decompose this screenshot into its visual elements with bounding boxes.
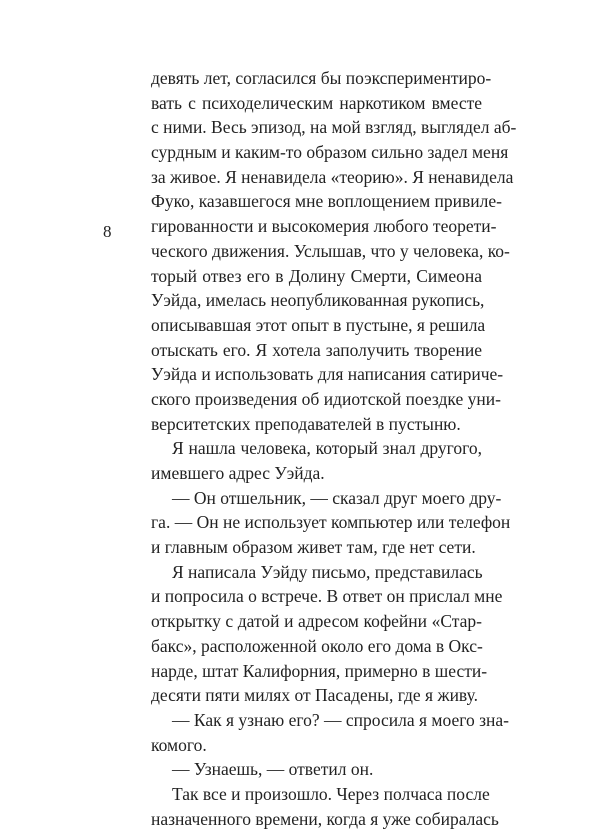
text-line: за живое. Я ненавидела «теорию». Я ненавидела [151,166,514,187]
text-line: отыскать его. Я хотела заполучить творение [151,339,482,360]
text-line: назначенного времени, когда я уже собиралась [151,808,499,829]
text-line: — Он отшельник, — сказал друг моего дру- [172,487,502,508]
text-line: верситетских преподавателей в пустыню. [151,413,461,434]
text-line: с ними. Весь эпизод, на мой взгляд, выглядел аб- [151,117,517,138]
text-line: Уэйда и использовать для написания сатириче- [151,364,504,385]
text-line: ского произведения об идиотской поездке уни- [151,388,501,409]
text-line: нарде, штат Калифорния, примерно в шести- [151,660,488,681]
text-line: Уэйда, имелась неопубликованная рукопись, [151,290,485,311]
text-line: и главным образом живет там, где нет сети. [151,537,476,558]
text-line: бакс», расположенной около его дома в Окс- [151,635,483,656]
body-text [151,66,517,831]
text-line: десяти пяти милях от Пасадены, где я живу. [151,685,478,706]
text-line: комого. [151,734,207,755]
text-line: — Как я узнаю его? — спросила я моего зна- [172,709,509,730]
text-line: гированности и высокомерия любого теорети- [151,216,497,237]
text-line: Фуко, казавшегося мне воплощением привиле- [151,191,502,212]
text-line: — Узнаешь, — ответил он. [172,759,374,780]
text-line: вать с психоделическим наркотиком вместе [151,92,482,113]
text-line: торый отвез его в Долину Смерти, Симеона [151,265,482,286]
text-line: Я написала Уэйду письмо, представилась [172,561,483,582]
text-line: га. — Он не использует компьютер или телефон [151,512,511,533]
text-line: и попросила о встрече. В ответ он прислал мне [151,586,503,607]
page-number: 8 [103,222,112,241]
text-line: ческого движения. Услышав, что у человека, ко- [151,240,510,261]
text-line: Так все и произошло. Через полчаса после [172,783,490,804]
text-line: описывавшая этот опыт в пустыне, я решила [151,314,486,335]
text-line: сурдным и каким-то образом сильно задел меня [151,142,509,163]
text-line: девять лет, согласился бы поэкспериментиро- [151,68,492,88]
text-line: имевшего адрес Уэйда. [151,463,325,483]
text-line: открытку с датой и адресом кофейни «Стар- [151,611,482,632]
text-line: Я нашла человека, который знал другого, [172,438,482,459]
